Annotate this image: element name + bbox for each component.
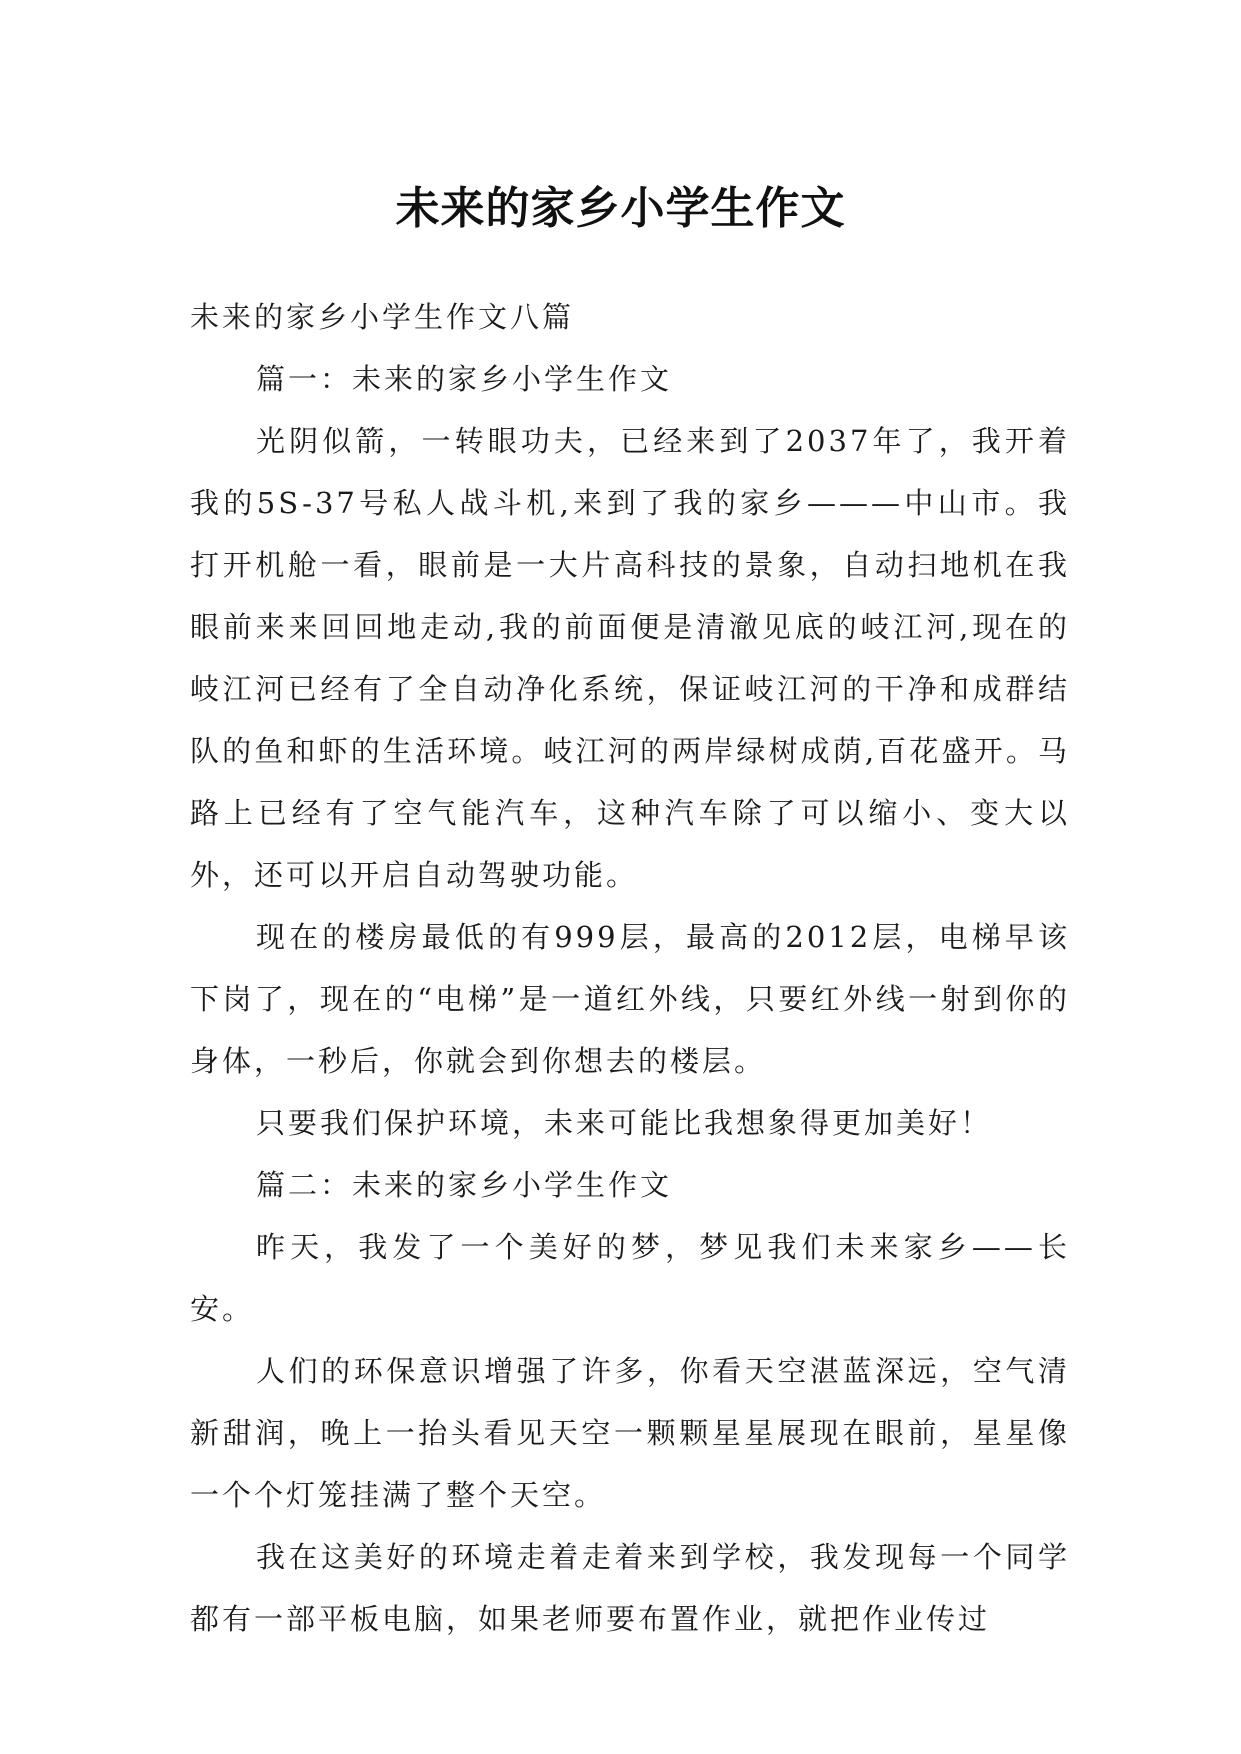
document-body <box>190 286 1070 1650</box>
document-title: 未来的家乡小学生作文 <box>395 183 846 235</box>
body-paragraph: 未来的家乡小学生作文八篇 <box>190 300 575 334</box>
body-paragraph: 人们的环保意识增强了许多，你看天空湛蓝深远，空气清新甜润，晚上一抬头看见天空一颗颗星星展现在眼前，星星像一个个灯笼挂满了整个天空。 <box>190 1354 1070 1512</box>
body-paragraph: 光阴似箭，一转眼功夫，已经来到了2037年了，我开着我的5S-37号私人战斗机,来到了我的家乡———中山市。我打开机舱一看，眼前是一大片高科技的景象，自动扫地机在我眼前来来回回地走动,我的前面便是清澈见底的岐江河,现在的岐江河已经有了全自动净化系统，保证岐江河的干净和成群结队的鱼和虾的生活环境。岐江河的两岸绿树成荫,百花盛开。马路上已经有了空气能汽车，这种汽车除了可以缩小、变大以外，还可以开启自动驾驶功能。 <box>190 424 1070 892</box>
body-paragraph: 现在的楼房最低的有999层，最高的2012层，电梯早该下岗了，现在的“电梯”是一道红外线，只要红外线一射到你的身体，一秒后，你就会到你想去的楼层。 <box>190 920 1070 1078</box>
body-paragraph: 我在这美好的环境走着走着来到学校，我发现每一个同学都有一部平板电脑，如果老师要布置作业，就把作业传过 <box>190 1540 1070 1636</box>
body-paragraph: 篇一：未来的家乡小学生作文 <box>256 362 673 396</box>
body-paragraph: 昨天，我发了一个美好的梦，梦见我们未来家乡——长安。 <box>190 1230 1070 1326</box>
body-paragraph: 篇二：未来的家乡小学生作文 <box>256 1168 673 1202</box>
body-paragraph: 只要我们保护环境，未来可能比我想象得更加美好！ <box>256 1106 993 1140</box>
